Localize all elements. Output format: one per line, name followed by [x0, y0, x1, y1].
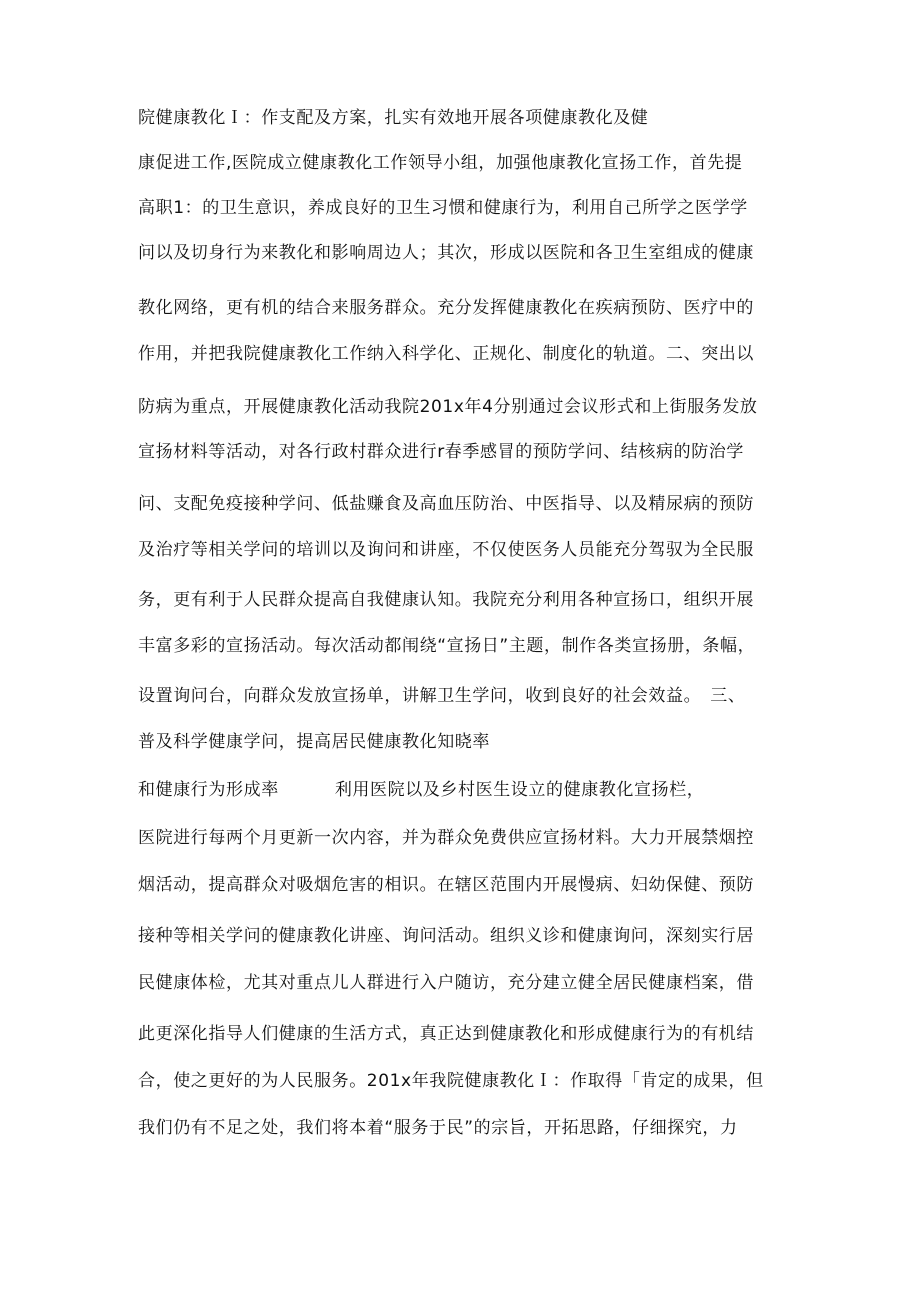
text-line: 接种等相关学问的健康教化讲座、询问活动。组织义诊和健康询问，深刻实行居 [138, 926, 754, 946]
text-line: 问、支配免疫接种学问、低盐赚食及高血压防治、中医指导、以及精尿病的预防 [138, 494, 754, 514]
text-line: 医院进行每两个月更新一次内容，并为群众免费供应宣扬材料。大力开展禁烟控 [138, 828, 754, 848]
text-line: 我们仍有不足之处，我们将本着“服务于民”的宗旨，开拓思路，仔细探究，力 [138, 1118, 738, 1138]
text-line: 宣扬材料等活动，对各行政村群众进行r春季感冒的预防学问、结核病的防治学 [138, 442, 744, 462]
text-line: 康促进工作,医院成立健康教化工作领导小组，加强他康教化宣扬工作，首先提 [138, 153, 743, 173]
text-line: 合，使之更好的为人民服务。201x年我院健康教化Ｉ：作取得「肯定的成果，但 [138, 1071, 764, 1091]
text-line: 普及科学健康学问，提高居民健康教化知晓率 [138, 732, 490, 752]
text-line: 及治疗等相关学问的培训以及询问和讲座，不仅使医务人员能充分驾驭为全民服 [138, 540, 754, 560]
text-line: 问以及切身行为来教化和影响周边人；其次，形成以医院和各卫生室组成的健康 [138, 243, 754, 263]
split-line-right: 利用医院以及乡村医生设立的健康教化宣扬栏， [334, 780, 705, 800]
text-line: 此更深化指导人们健康的生活方式，真正达到健康教化和形成健康行为的有机结 [138, 1024, 754, 1044]
text-line: 防病为重点，开展健康教化活动我院201x年4分别通过会议形式和上街服务发放 [138, 397, 758, 417]
text-line: 烟活动，提高群众对吸烟危害的相识。在辖区范围内开展慢病、妇幼保健、预防 [138, 875, 754, 895]
text-line: 民健康体检，尤其对重点儿人群进行入户随访，充分建立健全居民健康档案，借 [138, 973, 754, 993]
text-line: 作用，并把我院健康教化工作纳入科学化、正规化、制度化的轨道。二、突出以 [138, 344, 754, 364]
split-text-line [138, 778, 788, 802]
text-line: 院健康教化Ｉ：作支配及方案，扎实有效地开展各项健康教化及健 [138, 108, 649, 128]
text-line: 务，更有利于人民群众提高自我健康认知。我院充分利用各种宣扬口，组织开展 [138, 590, 754, 610]
text-line: 丰富多彩的宣扬活动。每次活动都闱绕“宣扬日”主题，制作各类宣扬册，条幅， [138, 636, 756, 656]
text-line: 高职1：的卫生意识，养成良好的卫生习惯和健康行为，利用自己所学之医学学 [138, 198, 748, 218]
split-line-left: 和健康行为形成率 [138, 780, 279, 800]
text-line: 教化网络，更有机的结合来服务群众。充分发挥健康教化在疾病预防、医疗中的 [138, 298, 754, 318]
text-line: 设置询问台，向群众发放宣扬单，讲解卫生学问，收到良好的社会效益。 三、 [138, 686, 746, 706]
